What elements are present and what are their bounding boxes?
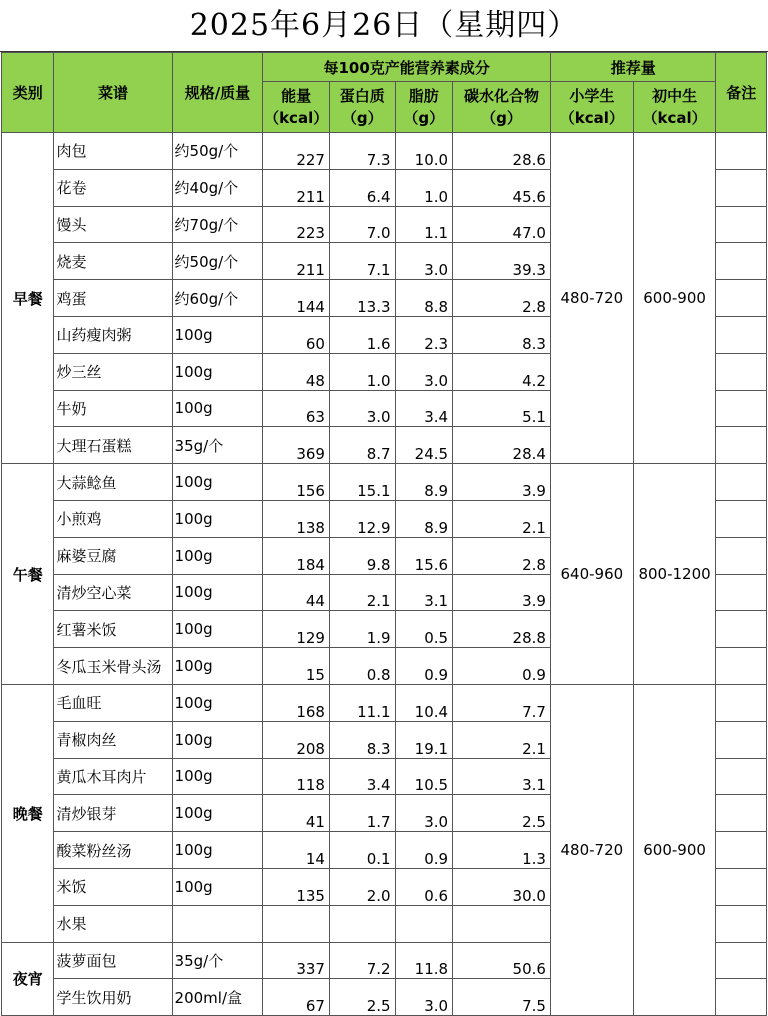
header-energy-label: 能量 <box>281 87 312 105</box>
cell-fat: 0.9 <box>395 832 453 869</box>
cell-remark[interactable] <box>716 611 767 648</box>
header-nutrition-group: 每100克产能营养素成分 <box>263 53 551 82</box>
cell-carb: 2.1 <box>453 500 551 537</box>
cell-remark[interactable] <box>716 942 767 979</box>
category-dinner: 晚餐 <box>2 684 54 942</box>
cell-energy: 168 <box>263 684 330 721</box>
page-title: 2025年6月26日（星期四） <box>0 0 768 52</box>
cell-dish: 冬瓜玉米骨头汤 <box>54 648 172 685</box>
recommend-junior-dinner: 600-900 <box>633 684 716 1015</box>
cell-carb: 8.3 <box>453 316 551 353</box>
cell-remark[interactable] <box>716 169 767 206</box>
cell-protein: 2.5 <box>329 979 395 1016</box>
table-row <box>2 464 767 501</box>
cell-dish: 红薯米饭 <box>54 611 172 648</box>
cell-energy: 67 <box>263 979 330 1016</box>
cell-fat: 0.6 <box>395 868 453 905</box>
cell-dish: 水果 <box>54 905 172 942</box>
cell-fat: 11.8 <box>395 942 453 979</box>
recommend-primary-lunch: 640-960 <box>550 464 633 685</box>
recommend-junior-lunch: 800-1200 <box>633 464 716 685</box>
cell-remark[interactable] <box>716 464 767 501</box>
cell-protein: 7.2 <box>329 942 395 979</box>
cell-energy: 135 <box>263 868 330 905</box>
cell-spec: 100g <box>172 795 263 832</box>
cell-carb: 28.6 <box>453 133 551 170</box>
cell-protein: 7.3 <box>329 133 395 170</box>
cell-fat: 0.5 <box>395 611 453 648</box>
cell-energy: 211 <box>263 169 330 206</box>
category-night: 夜宵 <box>2 942 54 1016</box>
cell-remark[interactable] <box>716 500 767 537</box>
cell-protein: 2.0 <box>329 868 395 905</box>
cell-spec: 约60g/个 <box>172 280 263 317</box>
cell-fat: 10.4 <box>395 684 453 721</box>
header-energy-unit: （kcal） <box>264 109 329 127</box>
cell-carb: 28.8 <box>453 611 551 648</box>
header-protein-unit: （g） <box>341 109 383 127</box>
cell-energy: 223 <box>263 206 330 243</box>
cell-spec: 100g <box>172 464 263 501</box>
header-primary <box>550 82 633 133</box>
cell-protein: 1.0 <box>329 353 395 390</box>
cell-remark[interactable] <box>716 721 767 758</box>
cell-carb: 0.9 <box>453 648 551 685</box>
table-row <box>2 684 767 721</box>
cell-carb: 1.3 <box>453 832 551 869</box>
cell-remark[interactable] <box>716 648 767 685</box>
cell-spec: 约40g/个 <box>172 169 263 206</box>
header-protein-label: 蛋白质 <box>339 87 385 105</box>
cell-fat: 3.0 <box>395 243 453 280</box>
cell-dish: 鸡蛋 <box>54 280 172 317</box>
cell-protein: 2.1 <box>329 574 395 611</box>
cell-protein: 12.9 <box>329 500 395 537</box>
cell-fat: 10.5 <box>395 758 453 795</box>
cell-dish: 清炒空心菜 <box>54 574 172 611</box>
cell-dish: 毛血旺 <box>54 684 172 721</box>
cell-remark[interactable] <box>716 353 767 390</box>
cell-carb: 50.6 <box>453 942 551 979</box>
cell-carb: 7.7 <box>453 684 551 721</box>
cell-dish: 牛奶 <box>54 390 172 427</box>
cell-carb: 2.8 <box>453 280 551 317</box>
header-protein <box>329 82 395 133</box>
header-primary-label: 小学生 <box>569 87 615 105</box>
cell-spec: 100g <box>172 500 263 537</box>
header-category: 类别 <box>2 53 54 133</box>
cell-fat: 3.1 <box>395 574 453 611</box>
cell-remark[interactable] <box>716 390 767 427</box>
cell-dish: 米饭 <box>54 868 172 905</box>
cell-fat: 3.0 <box>395 353 453 390</box>
header-fat <box>395 82 453 133</box>
header-junior-unit: （kcal） <box>642 109 707 127</box>
cell-remark[interactable] <box>716 243 767 280</box>
cell-energy: 369 <box>263 427 330 464</box>
cell-protein: 13.3 <box>329 280 395 317</box>
cell-protein: 3.4 <box>329 758 395 795</box>
cell-spec: 100g <box>172 316 263 353</box>
cell-protein: 8.3 <box>329 721 395 758</box>
cell-remark[interactable] <box>716 979 767 1016</box>
cell-carb <box>453 905 551 942</box>
cell-energy: 184 <box>263 537 330 574</box>
cell-remark[interactable] <box>716 206 767 243</box>
cell-energy: 63 <box>263 390 330 427</box>
header-junior <box>633 82 716 133</box>
cell-remark[interactable] <box>716 905 767 942</box>
cell-carb: 47.0 <box>453 206 551 243</box>
cell-energy: 129 <box>263 611 330 648</box>
cell-protein: 1.6 <box>329 316 395 353</box>
header-recommend-group: 推荐量 <box>550 53 716 82</box>
header-junior-label: 初中生 <box>652 87 698 105</box>
header-spec: 规格/质量 <box>172 53 263 133</box>
cell-carb: 7.5 <box>453 979 551 1016</box>
cell-dish: 大蒜鲶鱼 <box>54 464 172 501</box>
cell-energy: 156 <box>263 464 330 501</box>
cell-dish: 山药瘦肉粥 <box>54 316 172 353</box>
cell-carb: 45.6 <box>453 169 551 206</box>
cell-protein <box>329 905 395 942</box>
cell-remark[interactable] <box>716 758 767 795</box>
cell-spec: 100g <box>172 353 263 390</box>
cell-fat: 3.0 <box>395 795 453 832</box>
header-carb-label: 碳水化合物 <box>464 87 540 105</box>
cell-remark[interactable] <box>716 537 767 574</box>
cell-dish: 馒头 <box>54 206 172 243</box>
cell-spec: 100g <box>172 758 263 795</box>
cell-spec: 约50g/个 <box>172 243 263 280</box>
header-fat-label: 脂肪 <box>408 87 439 105</box>
recommend-junior-breakfast: 600-900 <box>633 133 716 464</box>
recommend-primary-dinner: 480-720 <box>550 684 633 1015</box>
cell-protein: 0.1 <box>329 832 395 869</box>
cell-spec: 100g <box>172 648 263 685</box>
header-primary-unit: （kcal） <box>559 109 624 127</box>
cell-energy: 14 <box>263 832 330 869</box>
cell-carb: 3.1 <box>453 758 551 795</box>
menu-table <box>1 52 767 1016</box>
cell-energy: 118 <box>263 758 330 795</box>
cell-fat <box>395 905 453 942</box>
cell-spec: 100g <box>172 832 263 869</box>
cell-energy: 48 <box>263 353 330 390</box>
cell-energy: 337 <box>263 942 330 979</box>
header-energy <box>263 82 330 133</box>
cell-energy: 144 <box>263 280 330 317</box>
cell-dish: 花卷 <box>54 169 172 206</box>
cell-carb: 2.8 <box>453 537 551 574</box>
menu-body <box>2 133 767 1016</box>
cell-spec: 100g <box>172 684 263 721</box>
cell-fat: 19.1 <box>395 721 453 758</box>
cell-fat: 2.3 <box>395 316 453 353</box>
cell-spec: 100g <box>172 721 263 758</box>
cell-protein: 6.4 <box>329 169 395 206</box>
cell-spec: 约70g/个 <box>172 206 263 243</box>
cell-carb: 4.2 <box>453 353 551 390</box>
cell-remark[interactable] <box>716 133 767 170</box>
cell-protein: 9.8 <box>329 537 395 574</box>
cell-fat: 1.1 <box>395 206 453 243</box>
cell-protein: 8.7 <box>329 427 395 464</box>
cell-remark[interactable] <box>716 427 767 464</box>
recommend-primary-breakfast: 480-720 <box>550 133 633 464</box>
cell-energy: 208 <box>263 721 330 758</box>
cell-protein: 7.1 <box>329 243 395 280</box>
cell-remark[interactable] <box>716 316 767 353</box>
cell-dish: 黄瓜木耳肉片 <box>54 758 172 795</box>
cell-dish: 炒三丝 <box>54 353 172 390</box>
cell-carb: 2.1 <box>453 721 551 758</box>
cell-carb: 30.0 <box>453 868 551 905</box>
cell-carb: 39.3 <box>453 243 551 280</box>
cell-carb: 3.9 <box>453 464 551 501</box>
cell-dish: 清炒银芽 <box>54 795 172 832</box>
cell-carb: 3.9 <box>453 574 551 611</box>
category-breakfast: 早餐 <box>2 133 54 464</box>
cell-fat: 8.8 <box>395 280 453 317</box>
cell-spec: 200ml/盒 <box>172 979 263 1016</box>
cell-dish: 大理石蛋糕 <box>54 427 172 464</box>
cell-dish: 烧麦 <box>54 243 172 280</box>
cell-spec: 100g <box>172 390 263 427</box>
cell-carb: 28.4 <box>453 427 551 464</box>
cell-spec: 35g/个 <box>172 427 263 464</box>
cell-dish: 学生饮用奶 <box>54 979 172 1016</box>
cell-fat: 3.0 <box>395 979 453 1016</box>
cell-remark[interactable] <box>716 574 767 611</box>
cell-spec: 约50g/个 <box>172 133 263 170</box>
cell-spec: 35g/个 <box>172 942 263 979</box>
cell-dish: 小煎鸡 <box>54 500 172 537</box>
cell-fat: 3.4 <box>395 390 453 427</box>
cell-energy: 60 <box>263 316 330 353</box>
header-carb <box>453 82 551 133</box>
cell-energy: 211 <box>263 243 330 280</box>
cell-fat: 10.0 <box>395 133 453 170</box>
table-row <box>2 133 767 170</box>
cell-protein: 1.7 <box>329 795 395 832</box>
cell-energy: 44 <box>263 574 330 611</box>
cell-spec: 100g <box>172 537 263 574</box>
cell-spec <box>172 905 263 942</box>
cell-spec: 100g <box>172 611 263 648</box>
cell-remark[interactable] <box>716 832 767 869</box>
cell-dish: 酸菜粉丝汤 <box>54 832 172 869</box>
cell-spec: 100g <box>172 574 263 611</box>
header-remark: 备注 <box>716 53 767 133</box>
cell-remark[interactable] <box>716 795 767 832</box>
cell-protein: 0.8 <box>329 648 395 685</box>
cell-remark[interactable] <box>716 280 767 317</box>
cell-remark[interactable] <box>716 868 767 905</box>
cell-carb: 2.5 <box>453 795 551 832</box>
cell-remark[interactable] <box>716 684 767 721</box>
cell-carb: 5.1 <box>453 390 551 427</box>
cell-fat: 1.0 <box>395 169 453 206</box>
cell-protein: 7.0 <box>329 206 395 243</box>
cell-dish: 菠萝面包 <box>54 942 172 979</box>
cell-protein: 15.1 <box>329 464 395 501</box>
cell-energy <box>263 905 330 942</box>
cell-fat: 15.6 <box>395 537 453 574</box>
cell-energy: 15 <box>263 648 330 685</box>
cell-energy: 227 <box>263 133 330 170</box>
cell-fat: 0.9 <box>395 648 453 685</box>
cell-fat: 8.9 <box>395 500 453 537</box>
header-carb-unit: （g） <box>481 109 522 127</box>
category-lunch: 午餐 <box>2 464 54 685</box>
cell-dish: 麻婆豆腐 <box>54 537 172 574</box>
cell-protein: 3.0 <box>329 390 395 427</box>
cell-energy: 138 <box>263 500 330 537</box>
cell-fat: 24.5 <box>395 427 453 464</box>
cell-fat: 8.9 <box>395 464 453 501</box>
cell-dish: 青椒肉丝 <box>54 721 172 758</box>
cell-energy: 41 <box>263 795 330 832</box>
cell-dish: 肉包 <box>54 133 172 170</box>
cell-spec: 100g <box>172 868 263 905</box>
header-fat-unit: （g） <box>403 109 445 127</box>
cell-protein: 11.1 <box>329 684 395 721</box>
header-dish: 菜谱 <box>54 53 172 133</box>
cell-protein: 1.9 <box>329 611 395 648</box>
